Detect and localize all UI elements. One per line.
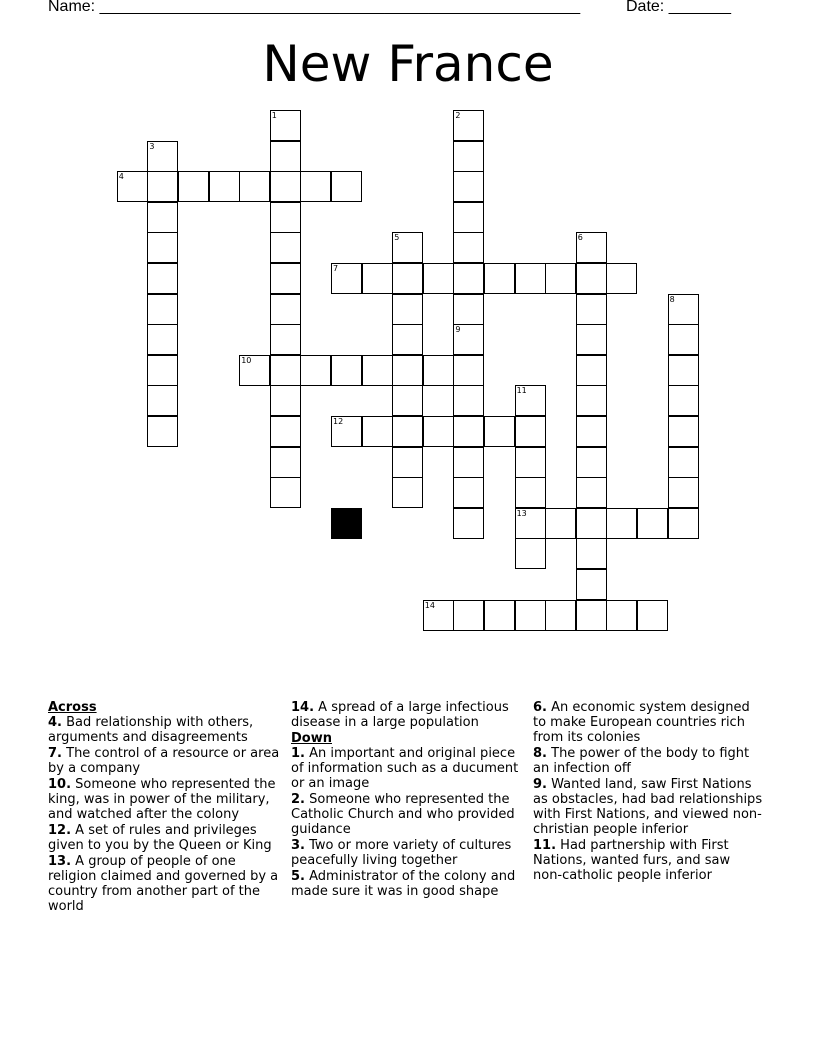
- grid-cell[interactable]: [576, 508, 607, 539]
- grid-cell[interactable]: [545, 263, 576, 294]
- clues-column-1: [48, 700, 284, 915]
- grid-cell[interactable]: [117, 171, 148, 202]
- grid-cell[interactable]: [270, 355, 301, 386]
- grid-cell[interactable]: [515, 600, 546, 631]
- grid-cell[interactable]: [300, 355, 331, 386]
- clue-number: 3: [149, 141, 155, 151]
- grid-cell[interactable]: [392, 447, 423, 478]
- grid-cell[interactable]: [147, 232, 178, 263]
- clue-down: 11. Had partnership with First Nations, wanted furs, and saw non-catholic people inferior: [533, 838, 731, 883]
- grid-cell[interactable]: [576, 569, 607, 600]
- grid-cell[interactable]: [392, 263, 423, 294]
- clues-column-2: [291, 700, 527, 900]
- grid-cell[interactable]: [209, 171, 240, 202]
- grid-cell[interactable]: [178, 171, 209, 202]
- grid-cell[interactable]: [453, 416, 484, 447]
- grid-cell[interactable]: [270, 232, 301, 263]
- grid-cell[interactable]: [453, 508, 484, 539]
- grid-cell[interactable]: [392, 324, 423, 355]
- grid-cell[interactable]: [453, 600, 484, 631]
- grid-cell[interactable]: [423, 355, 454, 386]
- grid-cell[interactable]: [453, 171, 484, 202]
- clue-across: 13. A group of people of one religion claimed and governed by a country from another part of the world: [48, 854, 279, 914]
- grid-cell[interactable]: [606, 508, 637, 539]
- grid-cell[interactable]: [606, 600, 637, 631]
- grid-cell[interactable]: [668, 385, 699, 416]
- clue-down: 2. Someone who represented the Catholic Church and who provided guidance: [291, 792, 515, 837]
- clue-number: 9: [455, 325, 461, 335]
- grid-cell[interactable]: [423, 416, 454, 447]
- grid-cell[interactable]: [606, 263, 637, 294]
- clue-number: 11: [516, 386, 527, 396]
- grid-cell[interactable]: [392, 477, 423, 508]
- grid-cell[interactable]: [239, 171, 270, 202]
- clue-down: 8. The power of the body to fight an infection off: [533, 746, 750, 776]
- grid-cell[interactable]: [270, 477, 301, 508]
- grid-cell[interactable]: [362, 263, 393, 294]
- clue-number: 1: [271, 111, 277, 120]
- grid-cell[interactable]: [270, 202, 301, 233]
- grid-cell[interactable]: [668, 294, 699, 325]
- grid-cell[interactable]: [270, 263, 301, 294]
- grid-cell[interactable]: [423, 263, 454, 294]
- grid-cell[interactable]: [453, 294, 484, 325]
- grid-cell[interactable]: [668, 416, 699, 447]
- grid-cell[interactable]: [668, 508, 699, 539]
- clue-number: 5: [394, 233, 400, 243]
- grid-cell[interactable]: [515, 263, 546, 294]
- grid-cell[interactable]: [147, 294, 178, 325]
- black-cell: [331, 508, 362, 539]
- grid-cell[interactable]: [576, 324, 607, 355]
- grid-cell[interactable]: [545, 508, 576, 539]
- date-field[interactable]: Date: _______: [626, 0, 731, 15]
- page-title: New France: [262, 35, 554, 93]
- grid-cell[interactable]: [515, 416, 546, 447]
- grid-cell[interactable]: [392, 232, 423, 263]
- grid-cell[interactable]: [453, 355, 484, 386]
- clue-down: 3. Two or more variety of cultures peacefully living together: [291, 838, 512, 868]
- grid-cell[interactable]: [515, 538, 546, 569]
- name-field[interactable]: Name: ______________________________________________________: [48, 0, 581, 15]
- grid-cell[interactable]: [270, 416, 301, 447]
- clue-number: 10: [241, 355, 252, 365]
- clue-number: 7: [333, 264, 339, 273]
- grid-cell[interactable]: [453, 263, 484, 294]
- grid-cell[interactable]: [545, 600, 576, 631]
- clue-number: 14: [424, 600, 435, 610]
- clues-column-3: [533, 700, 763, 884]
- grid-cell[interactable]: [270, 171, 301, 202]
- grid-cell[interactable]: [362, 355, 393, 386]
- grid-cell[interactable]: [576, 355, 607, 386]
- grid-cell[interactable]: [576, 232, 607, 263]
- clue-down: 9. Wanted land, saw First Nations as obstacles, had bad relationships with First Nations, and viewed non-christian people inferior: [533, 777, 763, 837]
- grid-cell[interactable]: [576, 600, 607, 631]
- clue-across: 7. The control of a resource or area by a company: [48, 746, 280, 776]
- grid-cell[interactable]: [270, 110, 301, 141]
- grid-cell[interactable]: [147, 355, 178, 386]
- clue-number: 2: [455, 111, 461, 120]
- grid-cell[interactable]: [576, 538, 607, 569]
- grid-cell[interactable]: [392, 416, 423, 447]
- grid-cell[interactable]: [362, 416, 393, 447]
- grid-cell[interactable]: [576, 263, 607, 294]
- grid-cell[interactable]: [668, 355, 699, 386]
- grid-cell[interactable]: [147, 141, 178, 172]
- clue-number: 8: [669, 294, 675, 304]
- grid-cell[interactable]: [576, 477, 607, 508]
- grid-cell[interactable]: [423, 600, 454, 631]
- grid-cell[interactable]: [576, 294, 607, 325]
- grid-cell[interactable]: [392, 355, 423, 386]
- grid-cell[interactable]: [515, 447, 546, 478]
- grid-cell[interactable]: [331, 263, 362, 294]
- grid-cell[interactable]: [576, 385, 607, 416]
- clue-across: 14. A spread of a large infectious disease in a large population: [291, 700, 509, 730]
- down-heading: Down: [291, 731, 332, 746]
- grid-cell[interactable]: [270, 324, 301, 355]
- grid-cell[interactable]: [147, 202, 178, 233]
- clue-number: 12: [333, 417, 344, 426]
- grid-cell[interactable]: [147, 324, 178, 355]
- grid-cell[interactable]: [453, 232, 484, 263]
- clue-number: 4: [118, 172, 124, 182]
- clue-number: 13: [516, 508, 527, 518]
- grid-cell[interactable]: [484, 263, 515, 294]
- grid-cell[interactable]: [331, 171, 362, 202]
- grid-cell[interactable]: [453, 447, 484, 478]
- grid-cell[interactable]: [147, 416, 178, 447]
- grid-cell[interactable]: [331, 355, 362, 386]
- grid-cell[interactable]: [300, 171, 331, 202]
- grid-cell[interactable]: [515, 508, 546, 539]
- clue-down: 6. An economic system designed to make European countries rich from its colonies: [533, 700, 750, 745]
- grid-cell[interactable]: [392, 385, 423, 416]
- grid-cell[interactable]: [392, 294, 423, 325]
- grid-cell[interactable]: [147, 385, 178, 416]
- grid-cell[interactable]: [147, 171, 178, 202]
- clue-across: 4. Bad relationship with others, arguments and disagreements: [48, 715, 254, 745]
- grid-cell[interactable]: [453, 141, 484, 172]
- grid-cell[interactable]: [668, 447, 699, 478]
- clue-number: 6: [577, 233, 583, 243]
- grid-cell[interactable]: [576, 416, 607, 447]
- grid-cell[interactable]: [270, 385, 301, 416]
- grid-cell[interactable]: [668, 324, 699, 355]
- grid-cell[interactable]: [453, 202, 484, 233]
- grid-cell[interactable]: [576, 447, 607, 478]
- grid-cell[interactable]: [147, 263, 178, 294]
- grid-cell[interactable]: [637, 508, 668, 539]
- grid-cell[interactable]: [453, 477, 484, 508]
- grid-cell[interactable]: [239, 355, 270, 386]
- grid-cell[interactable]: [515, 385, 546, 416]
- clue-across: 12. A set of rules and privileges given to you by the Queen or King: [48, 823, 272, 853]
- grid-cell[interactable]: [270, 447, 301, 478]
- clue-down: 1. An important and original piece of information such as a ducument or an image: [291, 746, 519, 791]
- grid-cell[interactable]: [668, 477, 699, 508]
- grid-cell[interactable]: [270, 141, 301, 172]
- grid-cell[interactable]: [453, 110, 484, 141]
- grid-cell[interactable]: [270, 294, 301, 325]
- grid-cell[interactable]: [453, 385, 484, 416]
- grid-cell[interactable]: [515, 477, 546, 508]
- grid-cell[interactable]: [637, 600, 668, 631]
- clue-across: 10. Someone who represented the king, was in power of the military, and watched after the colony: [48, 777, 276, 822]
- grid-cell[interactable]: [484, 600, 515, 631]
- across-heading: Across: [48, 700, 97, 715]
- clue-down: 5. Administrator of the colony and made sure it was in good shape: [291, 869, 516, 899]
- grid-cell[interactable]: [484, 416, 515, 447]
- grid-cell[interactable]: [331, 416, 362, 447]
- grid-cell[interactable]: [453, 324, 484, 355]
